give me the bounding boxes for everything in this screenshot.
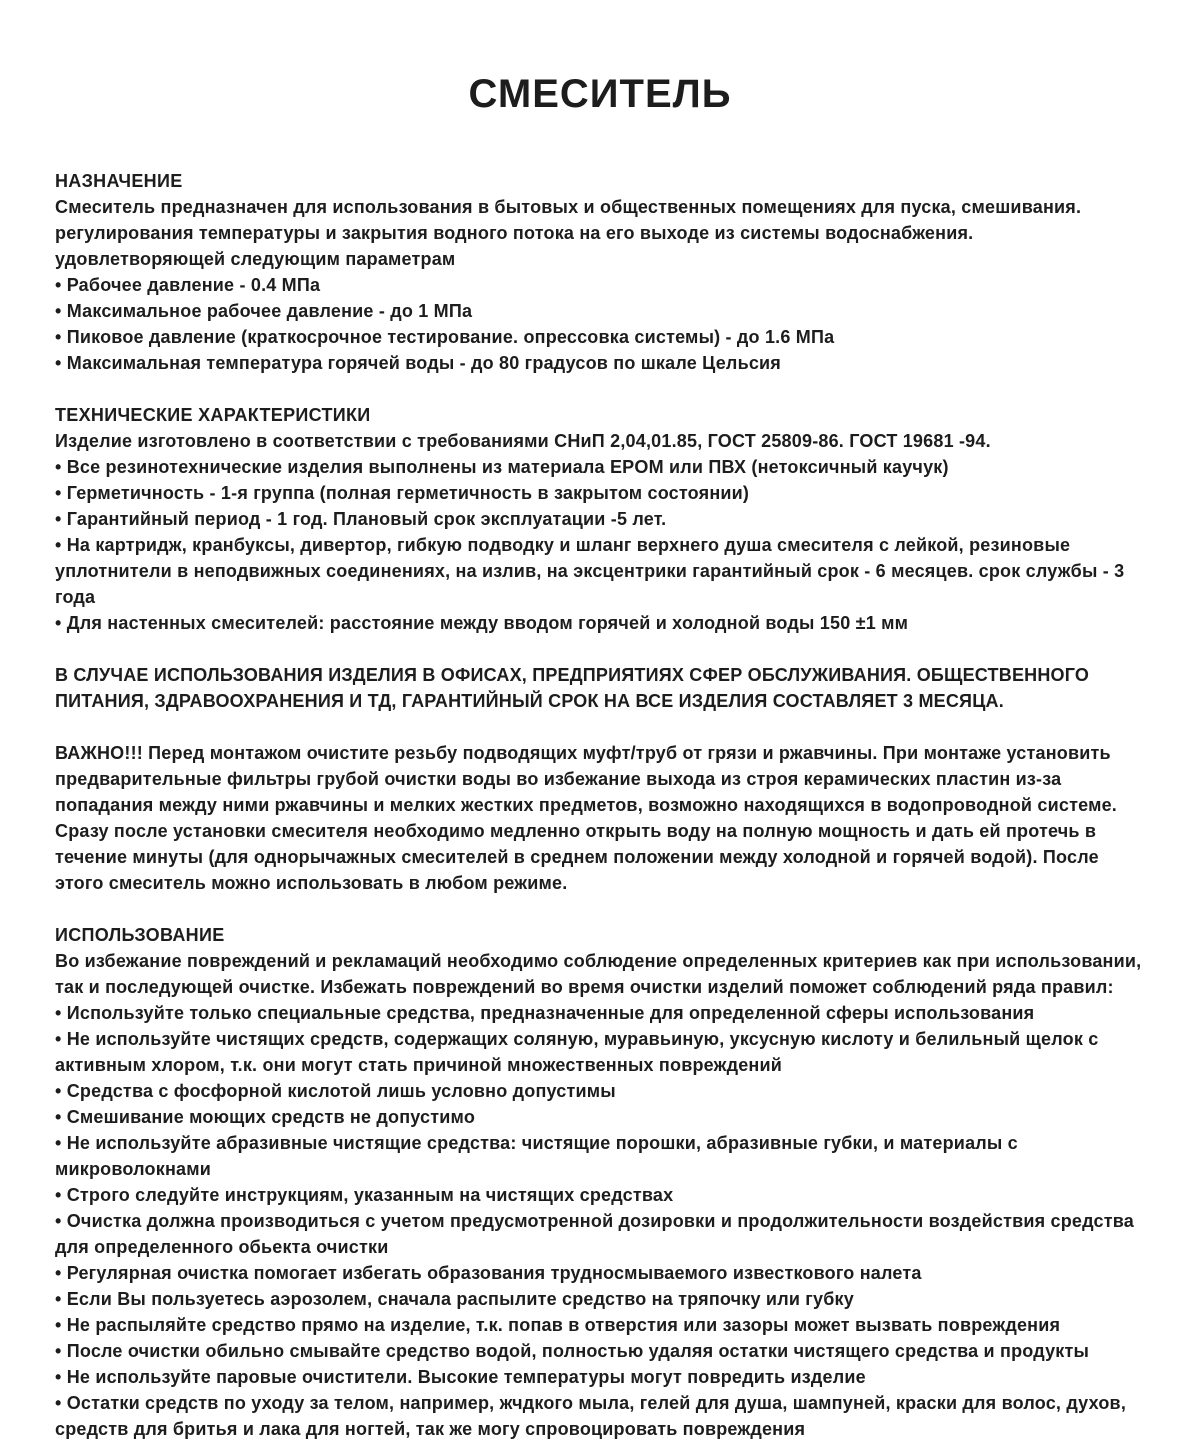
paragraph-block-3 [55, 740, 1145, 896]
section-heading: ИСПОЛЬЗОВАНИЕ [55, 925, 225, 945]
bullet-glyph: • [55, 1081, 62, 1101]
paragraph: Смеситель предназначен для использования в бытовых и общественных помещениях для пуска, смешивания. регулирования температуры и закрытия водного потока на его выходе из системы водоснабжения. удовлетворяющей следующим параметрам [55, 197, 1082, 269]
bullet-glyph: • [55, 1263, 62, 1283]
bullet-item [55, 1364, 1145, 1390]
section-heading: НАЗНАЧЕНИЕ [55, 171, 183, 191]
bullet-text: Если Вы пользуетесь аэрозолем, сначала распылите средство на тряпочку или губку [66, 1289, 854, 1309]
bullet-glyph: • [55, 1133, 62, 1153]
paragraph-block-2 [55, 662, 1145, 714]
bullet-item [55, 1208, 1145, 1260]
bullet-text: Не используйте чистящих средств, содержащих соляную, муравьиную, уксусную кислоту и белильный щелок с активным хлором, т.к. они могут стать причиной множественных повреждений [55, 1029, 1099, 1075]
paragraph: Во избежание повреждений и рекламаций необходимо соблюдение определенных критериев как при использовании, так и последующей очистке. Избежать повреждений во время очистки изделий поможет соблюдений ряда правил: [55, 951, 1142, 997]
bullet-text: Смешивание моющих средств не допустимо [66, 1107, 476, 1127]
document-body [55, 168, 1145, 1442]
bullet-item [55, 1312, 1145, 1338]
bullet-glyph: • [55, 1341, 62, 1361]
bullet-text: На картридж, кранбуксы, дивертор, гибкую подводку и шланг верхнего душа смесителя с лейкой, резиновые уплотнители в неподвижных соединениях, на излив, на эксцентрики гарантийный срок - 6 месяцев. срок службы - 3 года [55, 535, 1125, 607]
bullet-glyph: • [55, 1211, 62, 1231]
bullet-glyph: • [55, 1003, 62, 1023]
bullet-text: Максимальная температура горячей воды - до 80 градусов по шкале Цельсия [66, 353, 782, 373]
bullet-text: Не используйте паровые очистители. Высокие температуры могут повредить изделие [66, 1367, 866, 1387]
bullet-item [55, 272, 1145, 298]
bullet-item [55, 1182, 1145, 1208]
bullet-glyph: • [55, 1393, 62, 1413]
bullet-text: Рабочее давление - 0.4 МПа [66, 275, 321, 295]
section-4 [55, 922, 1145, 1442]
bullet-text: Остатки средств по уходу за телом, например, жчдкого мыла, гелей для душа, шампуней, краски для волос, духов, средств для бритья и лака для ногтей, так же могу спровоцировать повреждения [55, 1393, 1127, 1439]
bullet-item [55, 1260, 1145, 1286]
bullet-text: Гарантийный период - 1 год. Плановый срок эксплуатации -5 лет. [66, 509, 667, 529]
bullet-item [55, 480, 1145, 506]
bullet-text: Средства с фосфорной кислотой лишь условно допустимы [66, 1081, 616, 1101]
bullet-glyph: • [55, 457, 62, 477]
bullet-glyph: • [55, 353, 62, 373]
bullet-glyph: • [55, 301, 62, 321]
bullet-text: Для настенных смесителей: расстояние между вводом горячей и холодной воды 150 ±1 мм [66, 613, 909, 633]
bullet-item [55, 1078, 1145, 1104]
section-0 [55, 168, 1145, 376]
bullet-text: Регулярная очистка помогает избегать образования трудносмываемого известкового налета [66, 1263, 922, 1283]
bullet-glyph: • [55, 1185, 62, 1205]
bullet-item [55, 324, 1145, 350]
bullet-text: Используйте только специальные средства, предназначенные для определенной сферы использования [66, 1003, 1035, 1023]
paragraph: Изделие изготовлено в соответствии с требованиями СНиП 2,04,01.85, ГОСТ 25809-86. ГОСТ 19681 -94. [55, 431, 991, 451]
paragraph: В СЛУЧАЕ ИСПОЛЬЗОВАНИЯ ИЗДЕЛИЯ В ОФИСАХ, ПРЕДПРИЯТИЯХ СФЕР ОБСЛУЖИВАНИЯ. ОБЩЕСТВЕННОГО ПИТАНИЯ, ЗДРАВООХРАНЕНИЯ И ТД, ГАРАНТИЙНЫЙ СРОК НА ВСЕ ИЗДЕЛИЯ СОСТАВЛЯЕТ 3 МЕСЯЦА. [55, 665, 1090, 711]
document-title: СМЕСИТЕЛЬ [468, 72, 732, 116]
bullet-glyph: • [55, 483, 62, 503]
section-1 [55, 402, 1145, 636]
bullet-text: Не используйте абразивные чистящие средства: чистящие порошки, абразивные губки, и материалы с микроволокнами [55, 1133, 1018, 1179]
bullet-item [55, 1338, 1145, 1364]
bullet-glyph: • [55, 535, 62, 555]
bullet-glyph: • [55, 275, 62, 295]
bullet-glyph: • [55, 327, 62, 347]
bullet-glyph: • [55, 1367, 62, 1387]
paragraph: ВАЖНО!!! Перед монтажом очистите резьбу подводящих муфт/труб от грязи и ржавчины. При монтаже установить предварительные фильтры грубой очистки воды во избежание выхода из строя керамических пластин из-за попадания между ними ржавчины и мелких жестких предметов, возможно находящихся в водопроводной системе. Сразу после установки смесителя необходимо медленно открыть воду на полную мощность и дать ей протечь в течение минуты (для однорычажных смесителей в среднем положении между холодной и горячей водой). После этого смеситель можно использовать в любом режиме. [55, 743, 1117, 893]
bullet-item [55, 1104, 1145, 1130]
bullet-item [55, 1000, 1145, 1026]
bullet-item [55, 610, 1145, 636]
bullet-text: Очистка должна производиться с учетом предусмотренной дозировки и продолжительности воздействия средства для определенного обьекта очистки [55, 1211, 1134, 1257]
bullet-glyph: • [55, 613, 62, 633]
bullet-item [55, 1026, 1145, 1078]
bullet-glyph: • [55, 1315, 62, 1335]
bullet-item [55, 350, 1145, 376]
bullet-text: Пиковое давление (краткосрочное тестирование. опрессовка системы) - до 1.6 МПа [66, 327, 835, 347]
bullet-glyph: • [55, 509, 62, 529]
bullet-item [55, 1130, 1145, 1182]
bullet-item [55, 298, 1145, 324]
bullet-glyph: • [55, 1107, 62, 1127]
bullet-item [55, 1286, 1145, 1312]
bullet-glyph: • [55, 1289, 62, 1309]
bullet-item [55, 454, 1145, 480]
bullet-text: Максимальное рабочее давление - до 1 МПа [66, 301, 473, 321]
bullet-item [55, 532, 1145, 610]
bullet-glyph: • [55, 1029, 62, 1049]
bullet-text: После очистки обильно смывайте средство водой, полностью удаляя остатки чистящего средства и продукты [66, 1341, 1090, 1361]
bullet-text: Все резинотехнические изделия выполнены из материала EPOM или ПВХ (нетоксичный каучук) [66, 457, 949, 477]
bullet-text: Строго следуйте инструкциям, указанным на чистящих средствах [66, 1185, 674, 1205]
section-heading: ТЕХНИЧЕСКИЕ ХАРАКТЕРИСТИКИ [55, 405, 371, 425]
bullet-item [55, 1390, 1145, 1442]
bullet-text: Не распыляйте средство прямо на изделие, т.к. попав в отверстия или зазоры может вызвать повреждения [66, 1315, 1061, 1335]
bullet-text: Герметичность - 1-я группа (полная герметичность в закрытом состоянии) [66, 483, 750, 503]
bullet-item [55, 506, 1145, 532]
